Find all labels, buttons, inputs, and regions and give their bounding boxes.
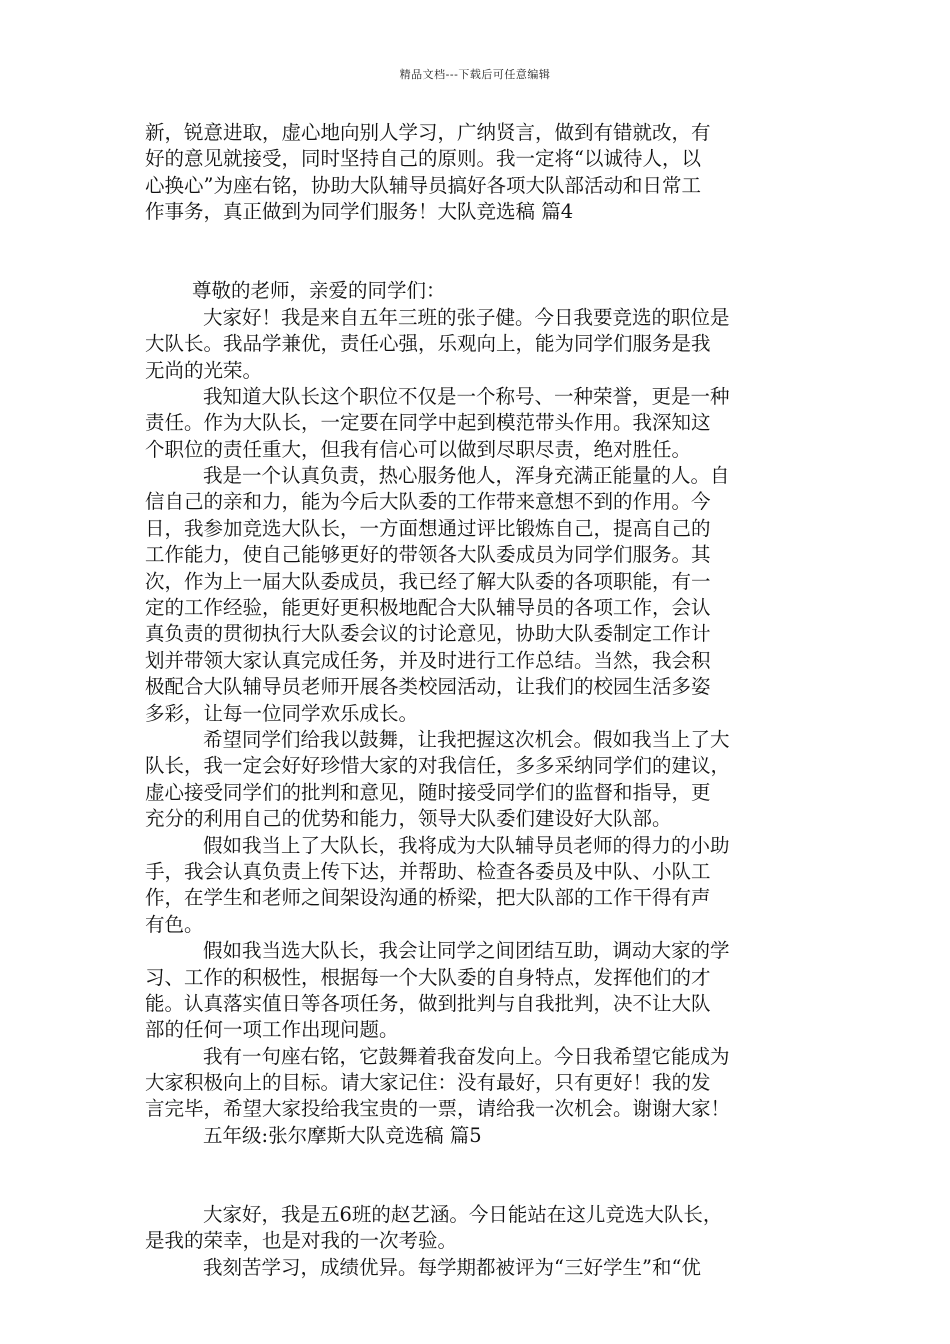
text-line: 信自己的亲和力，能为今后大队委的工作带来意想不到的作用。今 bbox=[145, 490, 711, 514]
text-line: 多彩，让每一位同学欢乐成长。 bbox=[145, 701, 419, 725]
blank-line bbox=[145, 226, 815, 252]
text-line: 部的任何一项工作出现问题。 bbox=[145, 1018, 399, 1042]
text-line: 责任。作为大队长，一定要在同学中起到模范带头作用。我深知这 bbox=[145, 411, 711, 435]
text-line: 大家好！我是来自五年三班的张子健。今日我要竞选的职位是 bbox=[203, 305, 730, 329]
text-line: 虚心接受同学们的批判和意见，随时接受同学们的监督和指导，更 bbox=[145, 780, 711, 804]
document-body bbox=[145, 120, 815, 1281]
text-line: 五年级:张尔摩斯大队竞选稿 篇5 bbox=[203, 1123, 482, 1147]
text-line: 假如我当上了大队长，我将成为大队辅导员老师的得力的小助 bbox=[203, 833, 730, 857]
text-line: 次，作为上一届大队委成员，我已经了解大队委的各项职能，有一 bbox=[145, 569, 711, 593]
text-line: 我有一句座右铭，它鼓舞着我奋发向上。今日我希望它能成为 bbox=[203, 1044, 730, 1068]
text-line: 言完毕，希望大家投给我宝贵的一票，请给我一次机会。谢谢大家！ bbox=[145, 1097, 731, 1121]
text-line: 习、工作的积极性，根据每一个大队委的自身特点，发挥他们的才 bbox=[145, 965, 711, 989]
blank-line bbox=[145, 252, 815, 278]
page-header: 精品文档---下载后可任意编辑 bbox=[399, 68, 551, 81]
text-line: 极配合大队辅导员老师开展各类校园活动，让我们的校园生活多姿 bbox=[145, 675, 711, 699]
text-line: 日，我参加竞选大队长，一方面想通过评比锻炼自己，提高自己的 bbox=[145, 516, 711, 540]
text-line: 大家积极向上的目标。请大家记住：没有最好，只有更好！我的发 bbox=[145, 1071, 711, 1095]
text-line: 定的工作经验，能更好更积极地配合大队辅导员的各项工作，会认 bbox=[145, 596, 711, 620]
blank-line bbox=[145, 1176, 815, 1202]
text-line: 新，锐意进取，虚心地向别人学习，广纳贤言，做到有错就改，有 bbox=[145, 121, 711, 144]
text-line: 能。认真落实值日等各项任务，做到批判与自我批判，决不让大队 bbox=[145, 991, 711, 1015]
text-line: 划并带领大家认真完成任务，并及时进行工作总结。当然，我会积 bbox=[145, 648, 711, 672]
text-line: 手，我会认真负责上传下达，并帮助、检查各委员及中队、小队工 bbox=[145, 859, 711, 883]
text-line: 希望同学们给我以鼓舞，让我把握这次机会。假如我当上了大 bbox=[203, 727, 730, 751]
text-line: 心换心”为座右铭，协助大队辅导员搞好各项大队部活动和日常工 bbox=[145, 173, 701, 197]
text-line: 队长，我一定会好好珍惜大家的对我信任，多多采纳同学们的建议， bbox=[145, 754, 731, 778]
text-line: 好的意见就接受，同时坚持自己的原则。我一定将“以诚待人，以 bbox=[145, 147, 701, 171]
text-line: 我知道大队长这个职位不仅是一个称号、一种荣誉，更是一种 bbox=[203, 384, 730, 408]
text-line: 假如我当选大队长，我会让同学之间团结互助，调动大家的学 bbox=[203, 939, 730, 963]
text-line: 真负责的贯彻执行大队委会议的讨论意见，协助大队委制定工作计 bbox=[145, 622, 711, 646]
text-line: 我刻苦学习，成绩优异。每学期都被评为“三好学生”和“优 bbox=[203, 1255, 701, 1279]
text-line: 大家好，我是五6班的赵艺涵。今日能站在这儿竞选大队长， bbox=[203, 1203, 723, 1227]
text-line: 工作能力，使自己能够更好的带领各大队委成员为同学们服务。其 bbox=[145, 543, 711, 567]
text-line: 大队长。我品学兼优，责任心强，乐观向上，能为同学们服务是我 bbox=[145, 332, 711, 356]
text-line: 作事务，真正做到为同学们服务！大队竞选稿 篇4 bbox=[145, 200, 574, 224]
text-line: 作，在学生和老师之间架设沟通的桥梁，把大队部的工作干得有声 bbox=[145, 886, 711, 910]
blank-line bbox=[145, 1149, 815, 1175]
text-line: 充分的利用自己的优势和能力，领导大队委们建设好大队部。 bbox=[145, 807, 672, 831]
text-line: 有色。 bbox=[145, 912, 204, 936]
text-line: 是我的荣幸，也是对我的一次考验。 bbox=[145, 1229, 458, 1253]
text-line: 个职位的责任重大，但我有信心可以做到尽职尽责，绝对胜任。 bbox=[145, 437, 692, 461]
text-line: 尊敬的老师，亲爱的同学们： bbox=[192, 279, 446, 303]
text-line: 无尚的光荣。 bbox=[145, 358, 263, 382]
text-line: 我是一个认真负责，热心服务他人，浑身充满正能量的人。自 bbox=[203, 464, 730, 488]
